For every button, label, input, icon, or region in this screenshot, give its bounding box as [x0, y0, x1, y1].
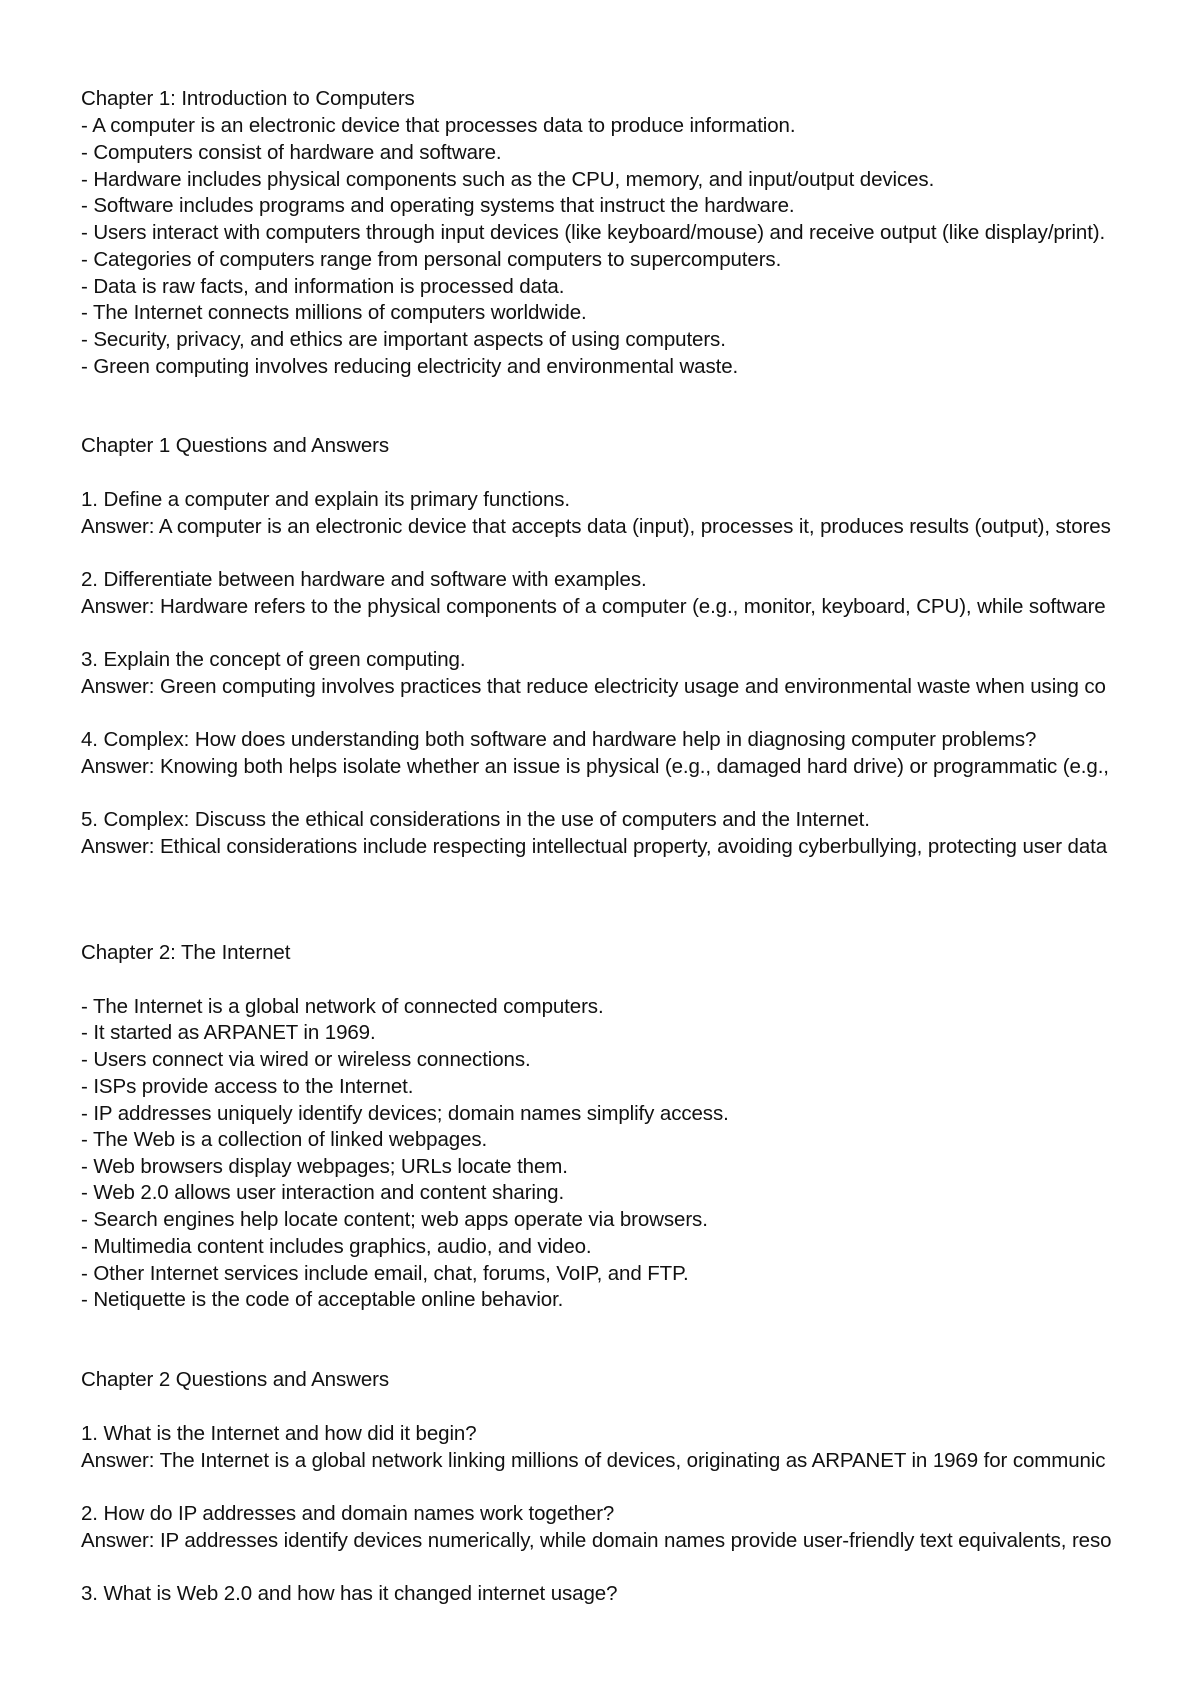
qa-question: 3. What is Web 2.0 and how has it changed internet usage?	[81, 1582, 618, 1605]
qa-question: 2. Differentiate between hardware and software with examples.	[81, 568, 647, 591]
chapter-1-bullet: - Software includes programs and operating systems that instruct the hardware.	[81, 194, 795, 217]
chapter-2-qa-heading: Chapter 2 Questions and Answers	[81, 1368, 389, 1391]
chapter-1-bullet: - Data is raw facts, and information is processed data.	[81, 275, 565, 298]
qa-answer: Answer: IP addresses identify devices numerically, while domain names provide user-friendly text equivalents, reso	[81, 1529, 1112, 1552]
chapter-1-bullet: - Categories of computers range from personal computers to supercomputers.	[81, 248, 782, 271]
chapter-1-bullet: - A computer is an electronic device that processes data to produce information.	[81, 114, 796, 137]
qa-question: 3. Explain the concept of green computing.	[81, 648, 466, 671]
chapter-2-bullet: - The Internet is a global network of connected computers.	[81, 995, 604, 1018]
chapter-1-bullet: - The Internet connects millions of computers worldwide.	[81, 301, 587, 324]
qa-question: 4. Complex: How does understanding both software and hardware help in diagnosing computer problems?	[81, 728, 1037, 751]
chapter-2-bullet: - Web 2.0 allows user interaction and content sharing.	[81, 1181, 565, 1204]
chapter-1-bullet: - Users interact with computers through input devices (like keyboard/mouse) and receive output (like display/print).	[81, 221, 1106, 244]
qa-question: 5. Complex: Discuss the ethical considerations in the use of computers and the Internet.	[81, 808, 870, 831]
chapter-1-bullet: - Computers consist of hardware and software.	[81, 141, 502, 164]
chapter-1-bullet: - Security, privacy, and ethics are important aspects of using computers.	[81, 328, 726, 351]
chapter-2-bullet: - Multimedia content includes graphics, audio, and video.	[81, 1235, 592, 1258]
qa-answer: Answer: Green computing involves practices that reduce electricity usage and environmental waste when using co	[81, 675, 1106, 698]
qa-question: 2. How do IP addresses and domain names work together?	[81, 1502, 615, 1525]
chapter-2-bullet: - Other Internet services include email, chat, forums, VoIP, and FTP.	[81, 1262, 689, 1285]
chapter-2-bullet: - The Web is a collection of linked webpages.	[81, 1128, 488, 1151]
qa-answer: Answer: Knowing both helps isolate whether an issue is physical (e.g., damaged hard drive) or programmatic (e.g.,	[81, 755, 1109, 778]
qa-answer: Answer: A computer is an electronic device that accepts data (input), processes it, produces results (output), stores	[81, 515, 1111, 538]
chapter-2-bullet: - IP addresses uniquely identify devices; domain names simplify access.	[81, 1102, 729, 1125]
chapter-2-bullet: - It started as ARPANET in 1969.	[81, 1021, 376, 1044]
chapter-2-bullet: - Users connect via wired or wireless connections.	[81, 1048, 531, 1071]
chapter-2-bullet: - Search engines help locate content; web apps operate via browsers.	[81, 1208, 708, 1231]
qa-question: 1. Define a computer and explain its primary functions.	[81, 488, 571, 511]
chapter-1-qa-heading: Chapter 1 Questions and Answers	[81, 434, 389, 457]
chapter-1-bullet: - Green computing involves reducing electricity and environmental waste.	[81, 355, 739, 378]
chapter-1-bullet: - Hardware includes physical components such as the CPU, memory, and input/output devices.	[81, 168, 935, 191]
chapter-2-heading: Chapter 2: The Internet	[81, 941, 291, 964]
qa-answer: Answer: The Internet is a global network linking millions of devices, originating as ARPANET in 1969 for communic	[81, 1449, 1106, 1472]
chapter-1-heading: Chapter 1: Introduction to Computers	[81, 87, 415, 110]
qa-answer: Answer: Ethical considerations include respecting intellectual property, avoiding cyberbullying, protecting user data	[81, 835, 1108, 858]
chapter-2-bullet: - Netiquette is the code of acceptable online behavior.	[81, 1288, 564, 1311]
qa-question: 1. What is the Internet and how did it begin?	[81, 1422, 477, 1445]
chapter-2-bullet: - Web browsers display webpages; URLs locate them.	[81, 1155, 568, 1178]
chapter-2-bullet: - ISPs provide access to the Internet.	[81, 1075, 414, 1098]
qa-answer: Answer: Hardware refers to the physical components of a computer (e.g., monitor, keyboard, CPU), while software	[81, 595, 1106, 618]
